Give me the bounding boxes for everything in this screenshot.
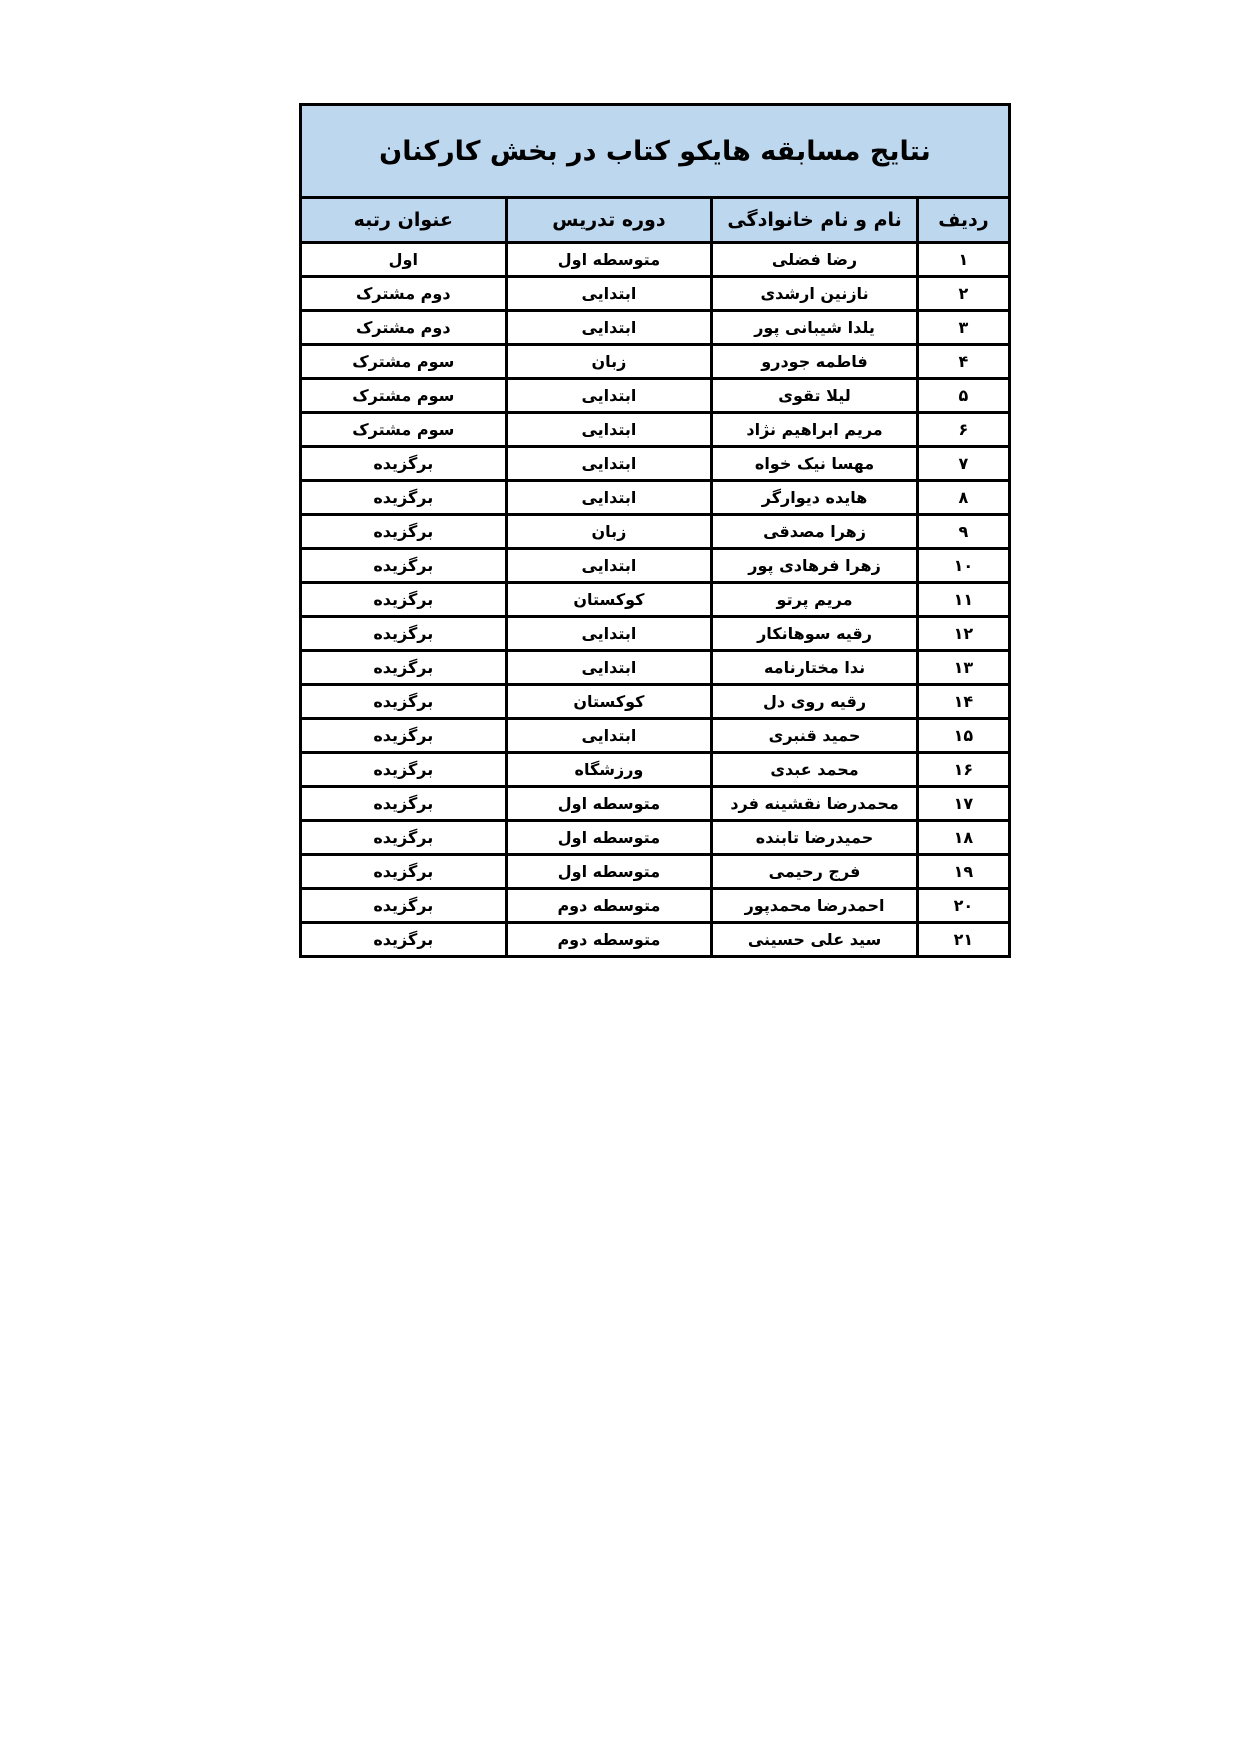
cell-radif: ۸ [917,481,1009,515]
cell-radif: ۷ [917,447,1009,481]
cell-dore: ابتدایی [506,379,712,413]
table-row [301,651,1010,685]
table-row [301,481,1010,515]
table-row [301,583,1010,617]
table-row [301,447,1010,481]
cell-name: هایده دیوارگر [712,481,918,515]
cell-dore: متوسطه اول [506,243,712,277]
cell-radif: ۱۱ [917,583,1009,617]
table-row [301,617,1010,651]
cell-radif: ۱۵ [917,719,1009,753]
cell-radif: ۲ [917,277,1009,311]
table-title: نتایج مسابقه هایکو کتاب در بخش کارکنان [301,105,1010,198]
cell-radif: ۱ [917,243,1009,277]
cell-rank: اول [301,243,507,277]
cell-radif: ۲۰ [917,889,1009,923]
column-header-radif: ردیف [917,198,1009,243]
cell-radif: ۱۴ [917,685,1009,719]
cell-name: مریم پرتو [712,583,918,617]
column-header-dore: دوره تدریس [506,198,712,243]
cell-rank: برگزیده [301,753,507,787]
cell-dore: زبان [506,345,712,379]
cell-radif: ۱۸ [917,821,1009,855]
column-header-rank: عنوان رتبه [301,198,507,243]
cell-rank: برگزیده [301,821,507,855]
table-row [301,821,1010,855]
cell-name: رقیه سوهانکار [712,617,918,651]
cell-rank: سوم مشترک [301,413,507,447]
column-header-name: نام و نام خانوادگی [712,198,918,243]
cell-radif: ۱۲ [917,617,1009,651]
cell-dore: ابتدایی [506,447,712,481]
cell-name: سید علی حسینی [712,923,918,957]
cell-rank: دوم مشترک [301,277,507,311]
cell-name: زهرا مصدقی [712,515,918,549]
cell-dore: ابتدایی [506,617,712,651]
cell-dore: ابتدایی [506,311,712,345]
cell-name: فاطمه جودرو [712,345,918,379]
cell-name: محمدرضا نقشینه فرد [712,787,918,821]
cell-name: حمید قنبری [712,719,918,753]
results-table-body [301,105,1010,957]
cell-dore: ابتدایی [506,651,712,685]
cell-dore: زبان [506,515,712,549]
cell-dore: ابتدایی [506,277,712,311]
cell-radif: ۶ [917,413,1009,447]
table-row [301,243,1010,277]
cell-name: محمد عبدی [712,753,918,787]
cell-rank: برگزیده [301,481,507,515]
table-row [301,719,1010,753]
table-row [301,685,1010,719]
cell-rank: برگزیده [301,855,507,889]
cell-radif: ۴ [917,345,1009,379]
table-row [301,923,1010,957]
table-row [301,345,1010,379]
cell-radif: ۵ [917,379,1009,413]
cell-name: احمدرضا محمدپور [712,889,918,923]
cell-rank: برگزیده [301,617,507,651]
cell-name: زهرا فرهادی پور [712,549,918,583]
cell-radif: ۳ [917,311,1009,345]
table-row [301,787,1010,821]
cell-radif: ۲۱ [917,923,1009,957]
cell-name: لیلا تقوی [712,379,918,413]
table-row [301,549,1010,583]
cell-rank: برگزیده [301,787,507,821]
table-row [301,277,1010,311]
cell-rank: برگزیده [301,549,507,583]
cell-radif: ۱۹ [917,855,1009,889]
cell-rank: برگزیده [301,685,507,719]
cell-name: ندا مختارنامه [712,651,918,685]
cell-name: رقیه روی دل [712,685,918,719]
results-table [299,103,1011,958]
cell-name: یلدا شیبانی پور [712,311,918,345]
cell-name: مریم ابراهیم نژاد [712,413,918,447]
cell-radif: ۱۰ [917,549,1009,583]
cell-rank: برگزیده [301,923,507,957]
table-row [301,515,1010,549]
cell-rank: برگزیده [301,651,507,685]
cell-radif: ۱۷ [917,787,1009,821]
cell-rank: سوم مشترک [301,379,507,413]
cell-name: حمیدرضا تابنده [712,821,918,855]
cell-dore: کوکستان [506,583,712,617]
cell-radif: ۱۶ [917,753,1009,787]
cell-rank: برگزیده [301,889,507,923]
cell-rank: برگزیده [301,447,507,481]
cell-rank: برگزیده [301,583,507,617]
cell-dore: ابتدایی [506,481,712,515]
cell-dore: ابتدایی [506,719,712,753]
cell-dore: ابتدایی [506,549,712,583]
table-row [301,855,1010,889]
cell-name: نازنین ارشدی [712,277,918,311]
cell-dore: متوسطه اول [506,787,712,821]
cell-rank: سوم مشترک [301,345,507,379]
table-row [301,413,1010,447]
cell-name: رضا فضلی [712,243,918,277]
cell-radif: ۹ [917,515,1009,549]
cell-rank: برگزیده [301,515,507,549]
table-row [301,889,1010,923]
table-header-row [301,198,1010,243]
cell-dore: ورزشگاه [506,753,712,787]
cell-name: فرج رحیمی [712,855,918,889]
cell-dore: متوسطه دوم [506,889,712,923]
table-row [301,311,1010,345]
table-row [301,753,1010,787]
cell-rank: برگزیده [301,719,507,753]
cell-rank: دوم مشترک [301,311,507,345]
cell-radif: ۱۳ [917,651,1009,685]
results-table-container [299,103,1011,958]
cell-dore: متوسطه اول [506,821,712,855]
cell-dore: متوسطه دوم [506,923,712,957]
table-title-row [301,105,1010,198]
cell-dore: ابتدایی [506,413,712,447]
cell-dore: کوکستان [506,685,712,719]
cell-name: مهسا نیک خواه [712,447,918,481]
table-row [301,379,1010,413]
cell-dore: متوسطه اول [506,855,712,889]
